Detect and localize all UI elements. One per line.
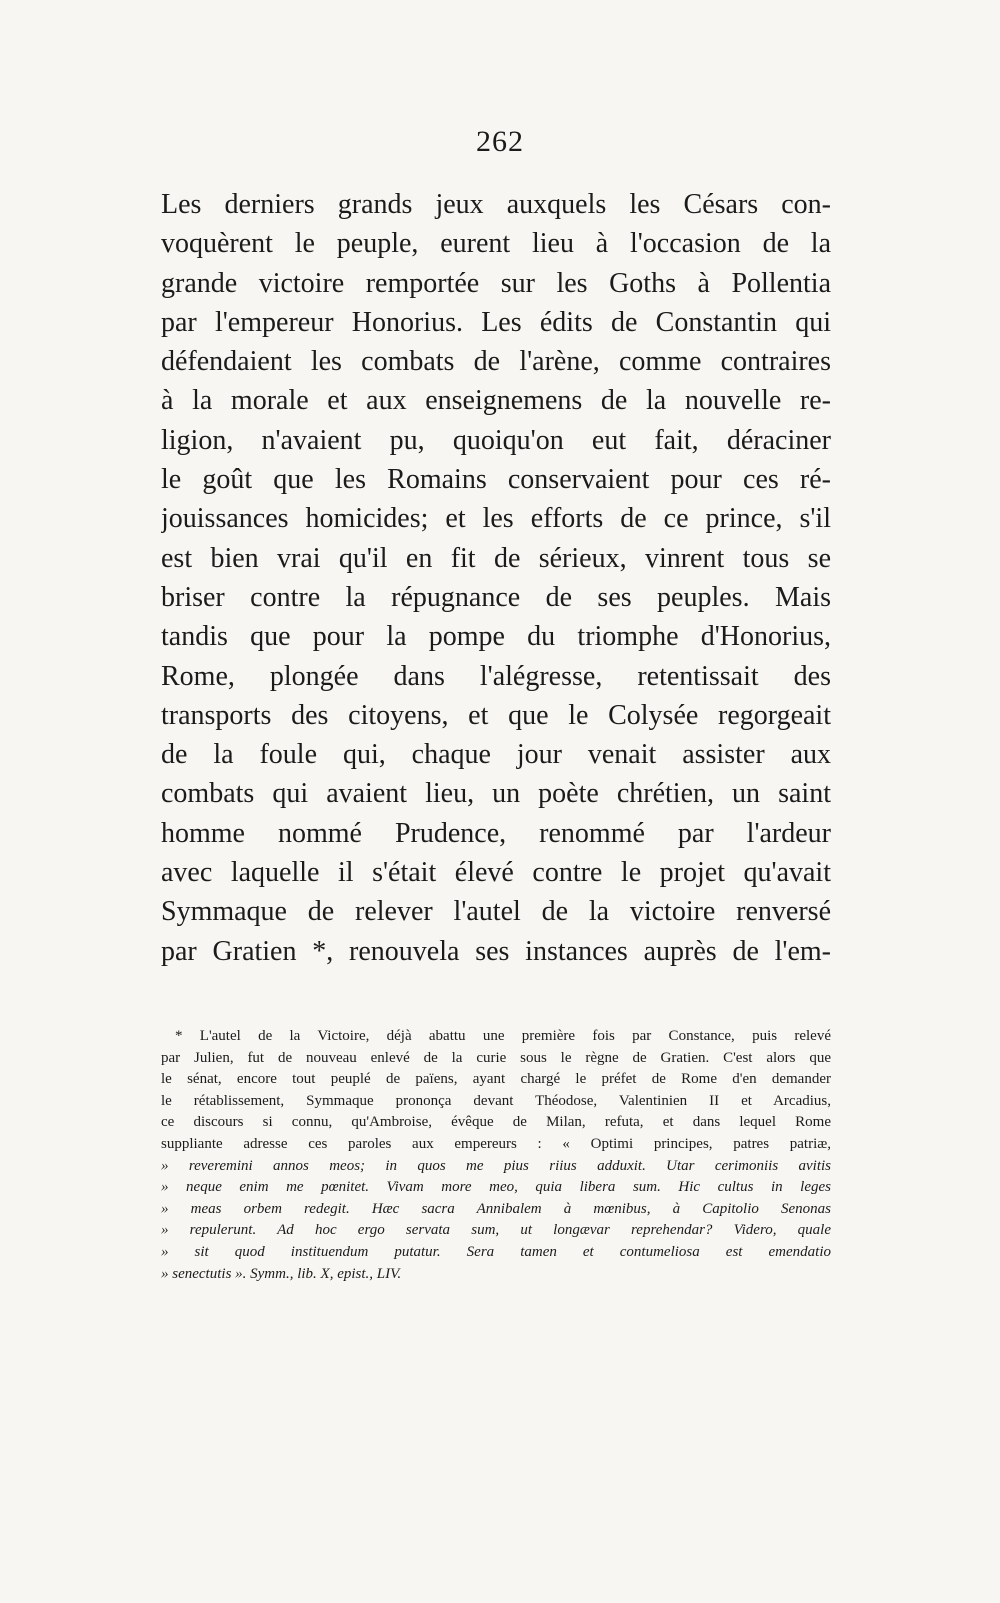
footnote-line: » senectutis ». Symm., lib. X, epist., LIV. xyxy=(161,1265,402,1282)
text-line: homme nommé Prudence, renommé par l'ardeur xyxy=(161,817,831,849)
footnote-line: suppliante adresse ces paroles aux empereurs : « Optimi principes, patres patriæ, xyxy=(161,1135,831,1152)
footnote-line: le rétablissement, Symmaque prononça devant Théodose, Valentinien II et Arcadius, xyxy=(161,1092,831,1109)
text-line: Symmaque de relever l'autel de la victoire renversé xyxy=(161,896,831,928)
text-line: Rome, plongée dans l'alégresse, retentissait des xyxy=(161,660,831,692)
text-line: jouissances homicides; et les efforts de ce prince, s'il xyxy=(161,503,831,535)
text-line: à la morale et aux enseignemens de la nouvelle re- xyxy=(161,385,831,417)
page-number: 262 xyxy=(476,125,524,158)
footnote-line: par Julien, fut de nouveau enlevé de la curie sous le règne de Gratien. C'est alors que xyxy=(161,1049,831,1066)
text-line: par l'empereur Honorius. Les édits de Constantin qui xyxy=(161,306,831,338)
footnote-line: » sit quod instituendum putatur. Sera tamen et contumeliosa est emendatio xyxy=(161,1243,831,1260)
main-text xyxy=(161,185,831,971)
text-line: voquèrent le peuple, eurent lieu à l'occasion de la xyxy=(161,228,831,260)
text-line: grande victoire remportée sur les Goths à Pollentia xyxy=(161,267,831,299)
footnote-line: * L'autel de la Victoire, déjà abattu une première fois par Constance, puis relevé xyxy=(175,1028,831,1044)
text-line: transports des citoyens, et que le Colysée regorgeait xyxy=(161,699,831,731)
text-line: avec laquelle il s'était élevé contre le projet qu'avait xyxy=(161,857,831,889)
text-line: combats qui avaient lieu, un poète chrétien, un saint xyxy=(161,778,831,810)
footnote-line: le sénat, encore tout peuplé de païens, ayant chargé le préfet de Rome d'en demander xyxy=(161,1071,831,1088)
text-line: Les derniers grands jeux auxquels les Césars con- xyxy=(161,189,831,220)
text-line: le goût que les Romains conservaient pour ces ré- xyxy=(161,464,831,496)
text-line: tandis que pour la pompe du triomphe d'Honorius, xyxy=(161,621,831,653)
text-line: briser contre la répugnance de ses peuples. Mais xyxy=(161,581,831,613)
footnote-line: » neque enim me pœnitet. Vivam more meo, quia libera sum. Hic cultus in leges xyxy=(161,1179,831,1196)
text-line: défendaient les combats de l'arène, comme contraires xyxy=(161,346,831,378)
footnote-line: » meas orbem redegit. Hæc sacra Annibalem à mœnibus, à Capitolio Senonas xyxy=(161,1200,831,1217)
text-line: de la foule qui, chaque jour venait assister aux xyxy=(161,739,831,771)
footnote-line: » reveremini annos meos; in quos me pius riius adduxit. Utar cerimoniis avitis xyxy=(161,1157,831,1174)
text-line: est bien vrai qu'il en fit de sérieux, vinrent tous se xyxy=(161,542,831,574)
text-line: ligion, n'avaient pu, quoiqu'on eut fait, déraciner xyxy=(161,424,831,456)
footnote-line: ce discours si connu, qu'Ambroise, évêque de Milan, refuta, et dans lequel Rome xyxy=(161,1114,831,1131)
footnote-line: » repulerunt. Ad hoc ergo servata sum, ut longævar reprehendar? Videro, quale xyxy=(161,1222,831,1239)
text-line: par Gratien *, renouvela ses instances auprès de l'em- xyxy=(161,935,831,967)
footnote xyxy=(161,1026,831,1285)
